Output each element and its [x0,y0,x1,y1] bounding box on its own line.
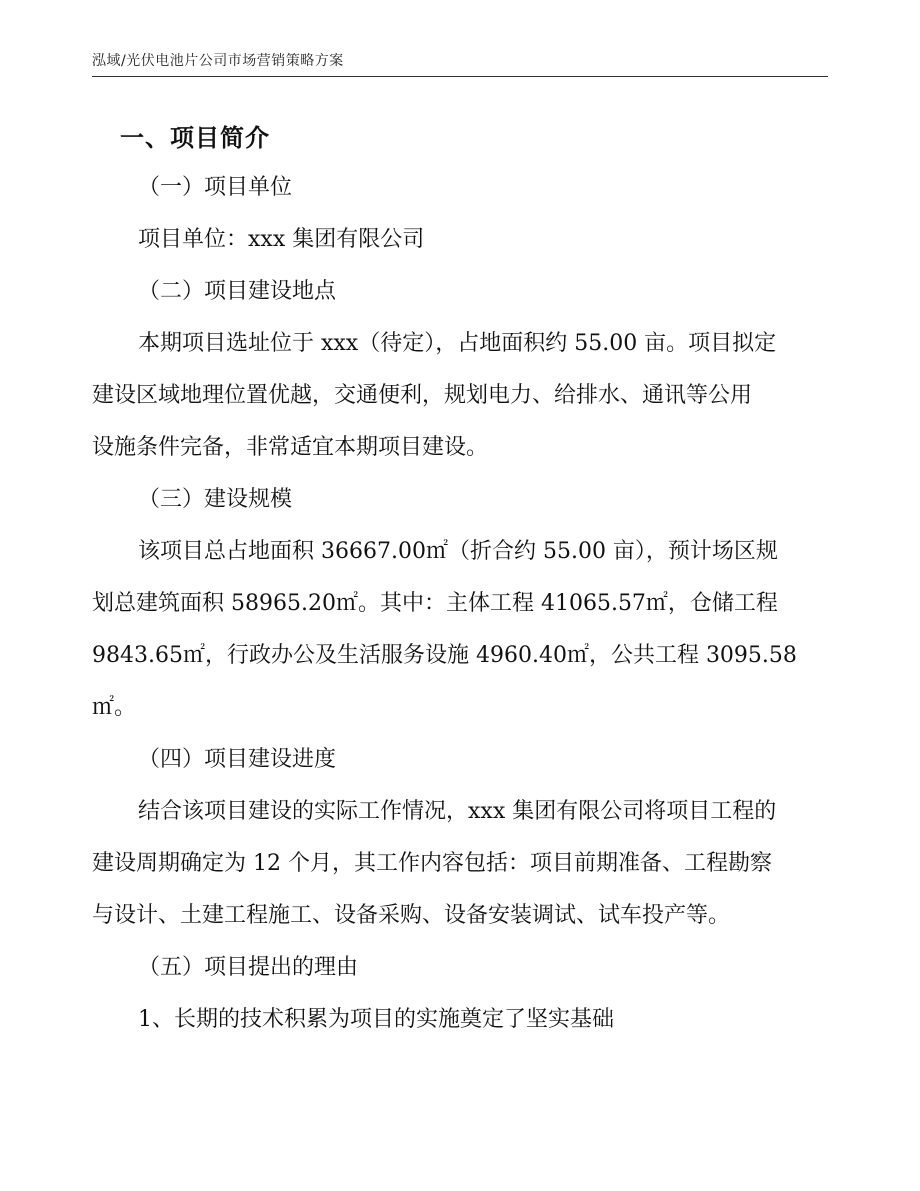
paragraph-line: 本期项目选址位于 xxx（待定），占地面积约 55.00 亩。项目拟定 [138,331,777,356]
paragraph-line: ㎡。 [92,695,137,720]
running-header: 泓域/光伏电池片公司市场营销策略方案 [92,53,344,69]
subheading-project-reasons: （五）项目提出的理由 [138,955,359,980]
subheading-construction-schedule: （四）项目建设进度 [138,747,337,772]
paragraph-line: 设施条件完备，非常适宜本期项目建设。 [92,435,489,460]
paragraph-line: 与设计、土建工程施工、设备采购、设备安装调试、试车投产等。 [92,903,731,928]
numbered-point: 1、长期的技术积累为项目的实施奠定了坚实基础 [138,1007,614,1032]
paragraph-line: 9843.65㎡，行政办公及生活服务设施 4960.40㎡，公共工程 3095.58 [92,643,797,668]
paragraph-line: 建设区域地理位置优越，交通便利，规划电力、给排水、通讯等公用 [92,383,753,408]
subheading-project-unit: （一）项目单位 [138,175,293,200]
subheading-project-location: （二）项目建设地点 [138,279,337,304]
paragraph-line: 建设周期确定为 12 个月，其工作内容包括：项目前期准备、工程勘察 [92,851,772,876]
header-divider [92,76,828,77]
section-heading: 一、项目简介 [120,124,270,152]
paragraph-line: 该项目总占地面积 36667.00㎡（折合约 55.00 亩），预计场区规 [138,539,778,564]
paragraph-line: 划总建筑面积 58965.20㎡。其中：主体工程 41065.57㎡，仓储工程 [92,591,778,616]
paragraph-line: 结合该项目建设的实际工作情况，xxx 集团有限公司将项目工程的 [138,799,777,824]
paragraph-line: 项目单位：xxx 集团有限公司 [138,227,425,252]
subheading-construction-scale: （三）建设规模 [138,487,293,512]
